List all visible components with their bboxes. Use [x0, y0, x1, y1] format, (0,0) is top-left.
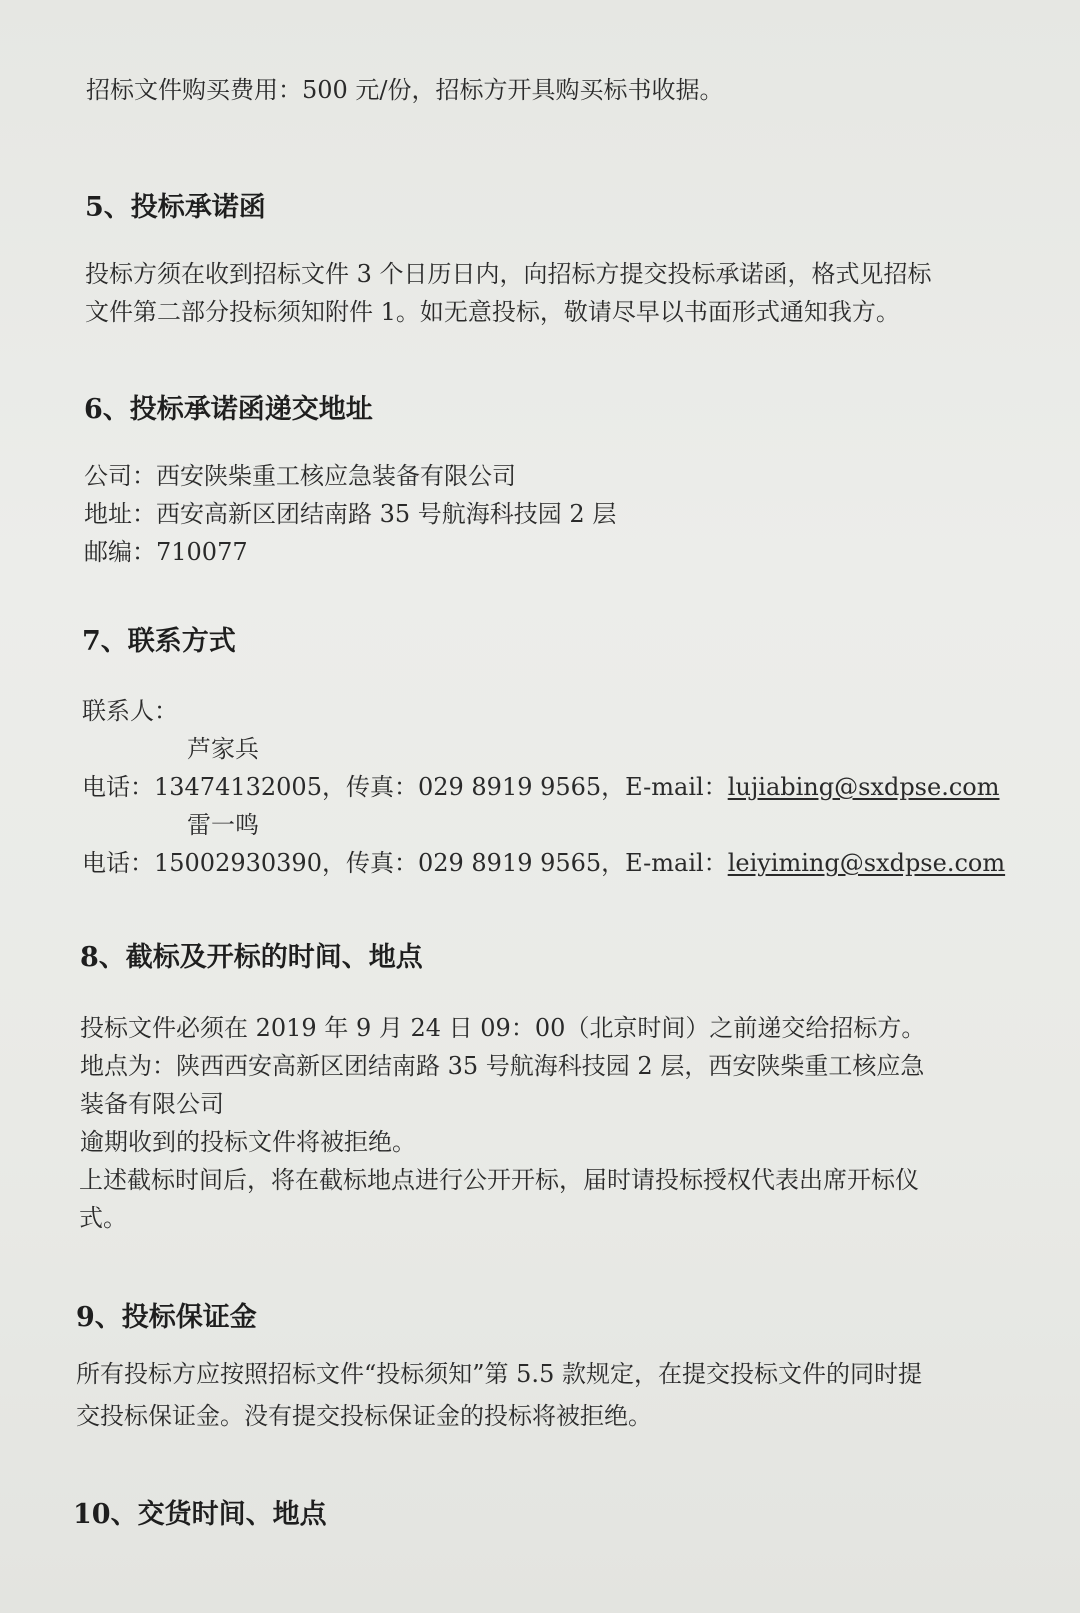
section-6-heading: 6、投标承诺函递交地址 — [84, 394, 373, 425]
section-8-line-6: 式。 — [79, 1204, 127, 1232]
contacts-label: 联系人： — [82, 697, 178, 725]
contact-info-line — [82, 847, 1005, 879]
purchase-fee-line: 招标文件购买费用：500 元/份，招标方开具购买标书收据。 — [86, 76, 724, 104]
section-5-heading: 5、投标承诺函 — [85, 192, 266, 223]
section-8-line-3: 装备有限公司 — [80, 1090, 224, 1118]
address-line: 地址：西安高新区团结南路 35 号航海科技园 2 层 — [84, 500, 617, 528]
contact-info-line — [82, 771, 999, 803]
section-8-line-1: 投标文件必须在 2019 年 9 月 24 日 09：00（北京时间）之前递交给招标方。 — [80, 1014, 926, 1042]
section-9-paragraph-line-1: 所有投标方应按照招标文件“投标须知”第 5.5 款规定，在提交投标文件的同时提 — [76, 1360, 922, 1388]
section-8-line-4: 逾期收到的投标文件将被拒绝。 — [80, 1128, 416, 1156]
contact-name: 芦家兵 — [187, 735, 259, 763]
section-8-line-5: 上述截标时间后，将在截标地点进行公开开标，届时请投标授权代表出席开标仪 — [79, 1166, 919, 1194]
contact-phone-fax: 电话：15002930390，传真：029 8919 9565，E-mail： — [82, 849, 728, 877]
section-5-paragraph-line-1: 投标方须在收到招标文件 3 个日历日内，向招标方提交投标承诺函，格式见招标 — [85, 260, 932, 288]
company-line: 公司：西安陕柴重工核应急装备有限公司 — [84, 462, 516, 490]
contact-name: 雷一鸣 — [187, 811, 259, 839]
contact-phone-fax: 电话：13474132005，传真：029 8919 9565，E-mail： — [82, 773, 728, 801]
email-link[interactable]: lujiabing@sxdpse.com — [727, 773, 1000, 801]
section-8-line-2: 地点为：陕西西安高新区团结南路 35 号航海科技园 2 层，西安陕柴重工核应急 — [80, 1052, 925, 1080]
email-link[interactable]: leiyiming@sxdpse.com — [727, 849, 1006, 877]
section-7-heading: 7、联系方式 — [82, 626, 236, 657]
section-10-heading: 10、交货时间、地点 — [73, 1499, 327, 1530]
postcode-line: 邮编：710077 — [84, 538, 248, 566]
section-9-paragraph-line-2: 交投标保证金。没有提交投标保证金的投标将被拒绝。 — [76, 1402, 652, 1430]
section-9-heading: 9、投标保证金 — [76, 1302, 257, 1333]
section-8-heading: 8、截标及开标的时间、地点 — [80, 942, 423, 973]
section-5-paragraph-line-2: 文件第二部分投标须知附件 1。如无意投标，敬请尽早以书面形式通知我方。 — [85, 298, 900, 326]
